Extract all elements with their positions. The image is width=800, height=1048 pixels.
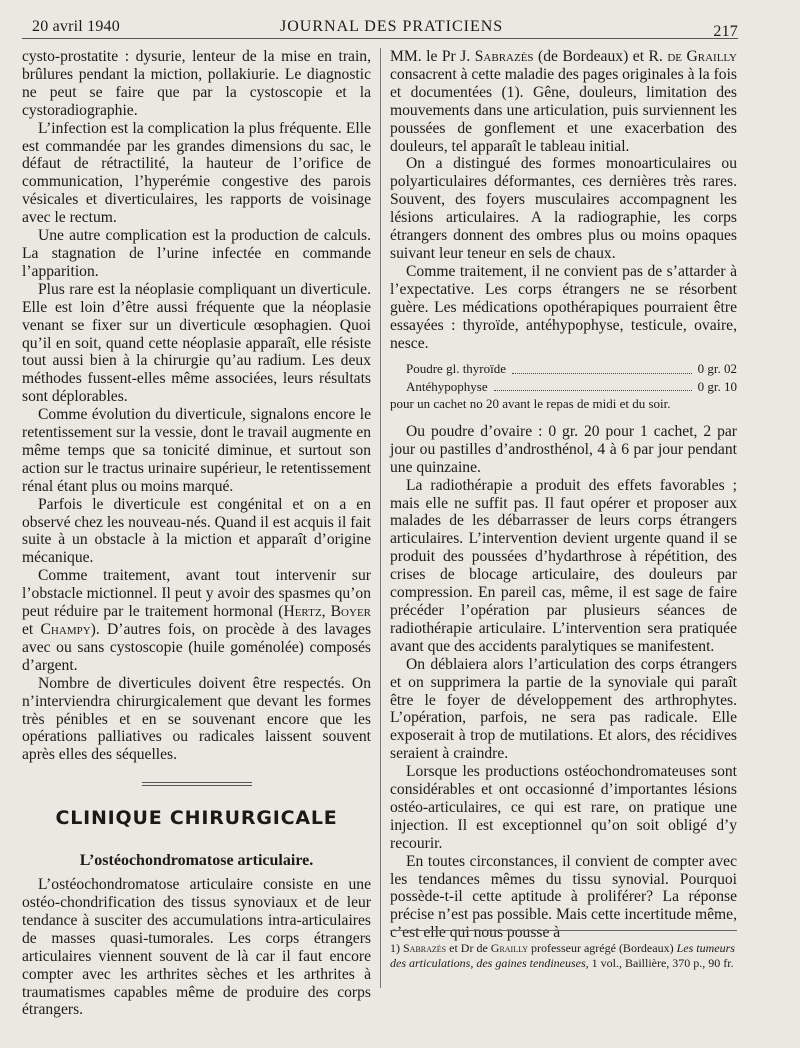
author-name: de Grailly <box>667 48 737 65</box>
header-journal-title: JOURNAL DES PRATICIENS <box>280 18 504 35</box>
intro-paragraph <box>390 48 737 155</box>
section-title: CLINIQUE CHIRURGICALE <box>55 807 338 830</box>
ingredient-name: Antéhypophyse <box>406 378 488 394</box>
prescription-row <box>390 378 737 396</box>
ingredient-dose: 0 gr. 02 <box>697 361 737 377</box>
paragraph: Parfois le diverticule est congénital et on a en observé chez les nouveau-nés. Quand il est acquis il fait suite à un obstacle à la miction et apparaît d’origine mécanique. <box>22 495 372 567</box>
paragraph: L’ostéochondromatose articulaire consiste en une ostéo-chondrification des tissus synoviaux et de leur tendance à susciter des accumulations intra-articulaires de masses quasi-tumorales. Les corps étrangers articulaires viennent souvent de là car il faut encore compter avec les arthrites sèches et les arthrites à traumatismes capables même de produire des corps étrangers. <box>22 876 371 1019</box>
paragraph: L’infection est la complication la plus fréquente. Elle est commandée par les grandes dimensions du sac, le défaut de rétractilité, la hauteur de l’orifice de communication, l’hyperémie congestive des parois vésicales et diverticulaires, les rapports de voisinage avec le rectum. <box>22 119 371 227</box>
ingredient-name: Poudre gl. thyroïde <box>406 361 507 377</box>
left-column <box>22 48 371 1019</box>
author-name: Grailly <box>490 941 528 955</box>
paragraph: Plus rare est la néoplasie compliquant un diverticule. Elle est loin d’être aussi fréquente que la néoplasie venant se fixer sur un diverticule œsophagien. Quoi qu’il en soit, quand cette néoplasie apparaît, elle résiste tout aussi bien à la chirurgie qu’au radium. Les deux méthodes fussent-elles même associées, leurs résultats sont déplorables. <box>22 280 371 406</box>
paragraph: Ou poudre d’ovaire : 0 gr. 20 pour 1 cachet, 2 par jour ou pastilles d’androsthénol, 4 à 6 par jour pendant une quinzaine. <box>390 422 737 476</box>
footnote <box>390 930 737 970</box>
paragraph: On a distingué des formes monoarticulaires ou polyarticulaires déformantes, ces dernières très rares. Souvent, des foyers musculaires accompagnent les lésions articulaires. A la radiographie, les corps étrangers donnent des ombres plus ou moins opaques suivant leur teneur en sels de chaux. <box>390 155 737 262</box>
paragraph: Comme évolution du diverticule, signalons encore le retentissement sur la vessie, dont le travail augmente en même temps que sa tonicité diminue, et surtout son action sur le tractus urinaire supérieur, le retentissement rénal étant plus ou moins marqué. <box>22 406 371 495</box>
paragraph: cysto-prostatite : dysurie, lenteur de la mise en train, brûlures pendant la miction, pollakiurie. Le diagnostic ne peut se faire que par la cystoscopie et la cystoradiographie. <box>22 48 371 119</box>
author-name: Sabrazès <box>403 941 447 955</box>
author-name: Boyer <box>330 603 372 621</box>
header-page-number: 217 <box>713 23 738 40</box>
paragraph: En toutes circonstances, il convient de compter avec les tendances mêmes du tissu synovial. Pourquoi possède-t-il cette aptitude à proliférer? La réponse précise n’est pas possible. Mais cette incertitude même, c’est elle qui nous pousse à <box>390 852 737 942</box>
leader-dots <box>512 360 692 374</box>
footnote-marker: 1) <box>390 941 403 955</box>
prescription <box>390 360 737 413</box>
prescription-row <box>390 360 737 378</box>
leader-dots <box>494 378 692 392</box>
paragraph: On déblaiera alors l’articulation des corps étrangers et on supprimera la partie de la synoviale qui paraît être le foyer de développement des arthrophytes. L’opération, parfois, ne sera pas radicale. Elle exposerait à trop de mutilations. Et alors, des récidives seraient à craindre. <box>390 655 737 763</box>
column-divider <box>380 48 381 988</box>
author-name: Champy <box>40 621 91 638</box>
ingredient-dose: 0 gr. 10 <box>697 378 737 394</box>
paragraph: Lorsque les productions ostéochondromateuses sont considérables et ont occasionné d’importantes lésions ostéo-articulaires, ce qui est rare, on pratique une injection. Il est exceptionnel qu’on soit obligé d’y recourir. <box>390 763 737 852</box>
text-span: professeur agrégé (Bordeaux) <box>527 941 674 955</box>
text-span: consacrent à cette maladie des pages originales à la fois et documentées (1). Gêne, douleurs, limitation des mouvements dans une articulation, puis surviennent les poussées de gonflement et une exacerbation des douleurs, tel apparaît le tableau initial. <box>390 65 737 155</box>
author-name: Hertz <box>283 603 322 621</box>
right-column <box>390 48 737 942</box>
paragraph: Une autre complication est la production de calculs. La stagnation de l’urine infectée en commande l’apparition. <box>22 227 371 280</box>
treatment-paragraph <box>22 567 371 674</box>
text-span: et <box>22 621 41 638</box>
text-span: Comme traitement, avant tout intervenir sur l’obstacle mictionnel. Il peut y avoir des spasmes qu’on peut réduire par le traitement hormonal ( <box>22 567 371 621</box>
paragraph: Nombre de diverticules doivent être respectés. On n’interviendra chirurgicalement que devant les formes très pénibles et en se souvenant encore que les opérations palliatives ou radicales laissent souvent après elles des séquelles. <box>22 674 371 764</box>
article-title: L’ostéochondromatose articulaire. <box>79 852 314 870</box>
prescription-note: pour un cachet no 20 avant le repas de midi et du soir. <box>390 396 671 412</box>
text-span: et Dr de <box>446 941 491 955</box>
text-span: , <box>321 603 331 621</box>
text-span: ). D’autres fois, on procède à des lavages avec ou sans cystoscopie (huile goménolée) composés d’argent. <box>22 621 372 674</box>
text-span: (de Bordeaux) et R. <box>533 48 668 65</box>
book-title: Les tumeurs des articulations, des gaines tendineuses, <box>390 941 735 970</box>
publisher-info: 1 vol., Baillière, 370 p., 90 fr. <box>588 955 734 970</box>
section-separator <box>142 782 252 788</box>
paragraph: Comme traitement, il ne convient pas de s’attarder à l’expectative. Les corps étrangers ne se résorbent guère. Les médications opothérapiques pourraient être essayées : thyroïde, antéhypophyse, testicule, ovaire, nesce. <box>390 262 737 352</box>
header-date: 20 avril 1940 <box>32 18 120 35</box>
author-name: Sabrazès <box>474 48 534 65</box>
running-header <box>22 14 738 39</box>
text-span: MM. le Pr J. <box>390 48 475 65</box>
paragraph: La radiothérapie a produit des effets favorables ; mais elle ne suffit pas. Il faut opérer et proposer aux malades de les débarrasser de leurs corps étrangers articulaires. L’intervention devient urgente quand il se produit des poussées d’hydarthrose à répétition, des crises de blocage articulaire, des douleurs par compression. En pareil cas, même, il est sage de faire précéder l’opération par plusieurs séances de radiothérapie articulaire. L’intervention sera pratiquée avant que des accidents paralytiques se manifestent. <box>390 476 737 655</box>
